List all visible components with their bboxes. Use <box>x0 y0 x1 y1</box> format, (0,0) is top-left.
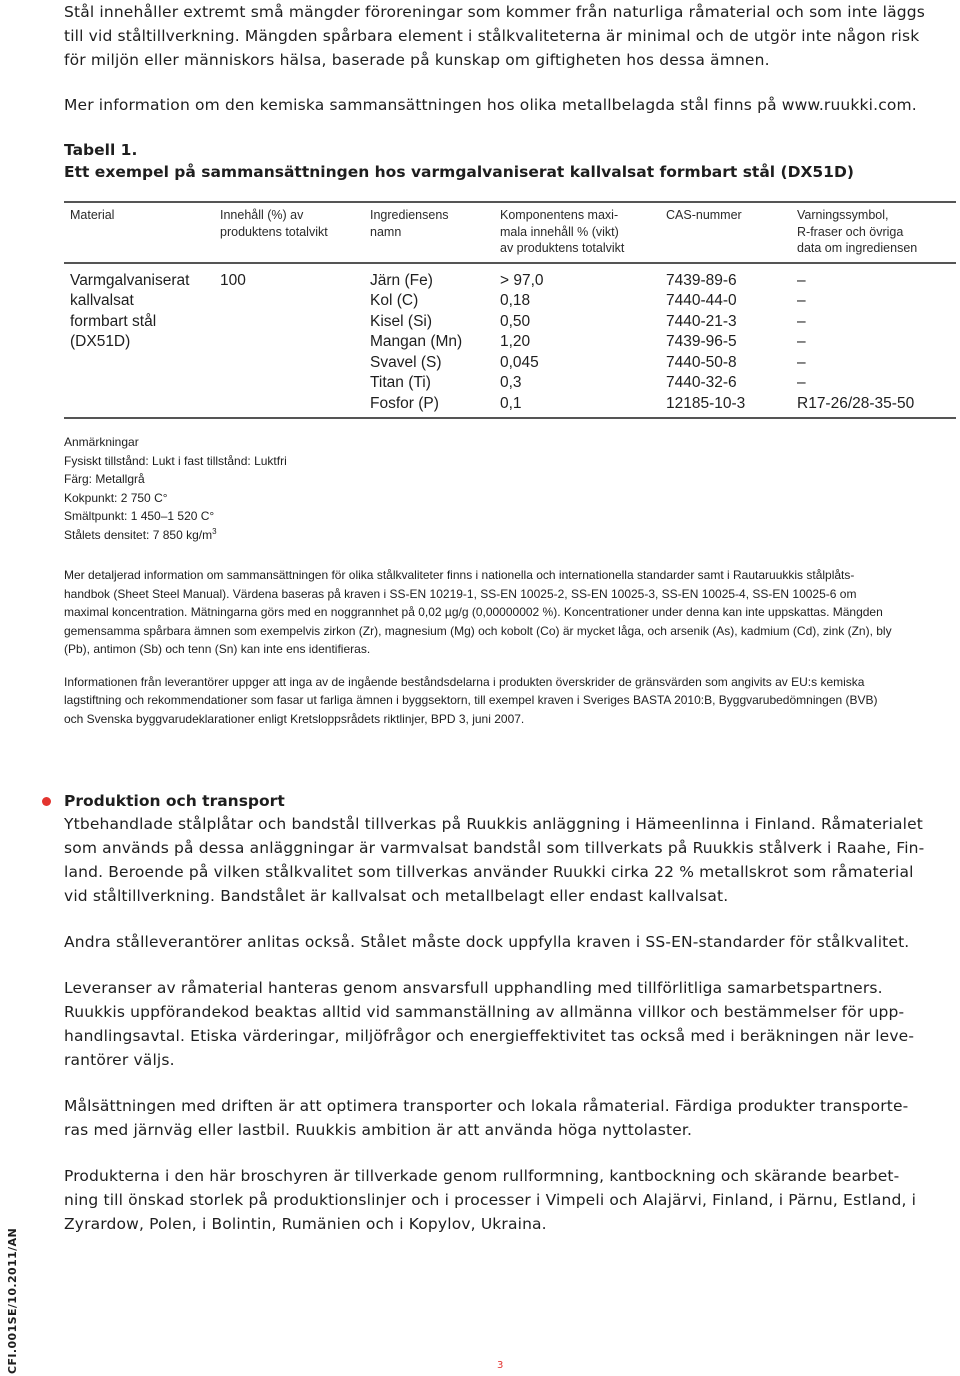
production-paragraph-3 <box>64 976 956 1072</box>
warning-value: – <box>797 353 806 371</box>
header-line: data om ingrediensen <box>797 241 918 255</box>
production-section <box>64 790 956 1236</box>
body-line: vid ståltillverkning. Bandstålet är kallvalsat och metallbelagt eller endast kallvalsat. <box>64 887 729 905</box>
ingredient-name: Kisel (Si) <box>370 312 433 330</box>
notes-density <box>64 526 956 545</box>
header-line: Ingrediensens <box>370 208 449 222</box>
body-line: Leveranser av råmaterial hanteras genom ansvarsfull upphandling med tillförlitliga samarbetspartners. <box>64 979 883 997</box>
material-line: Varmgalvaniserat <box>70 271 190 289</box>
notes-boiling: Kokpunkt: 2 750 C° <box>64 490 168 505</box>
detail-line: maximal koncentration. Mätningarna görs med en noggrannhet på 0,02 µg/g (0,00000002 %). Koncentrationer under denna kan inte uppskattas. Mängden <box>64 605 883 619</box>
header-line: mala innehåll % (vikt) <box>500 224 619 239</box>
body-line: Ruukkis uppförandekod beaktas alltid vid sammanställning av allmänna villkor och bestämmelser för upp- <box>64 1003 905 1021</box>
body-line: land. Beroende på vilken stålkvalitet som tillverkas använder Ruukki cirka 22 % metallskrot som råmaterial <box>64 863 914 881</box>
max-content-value: 0,045 <box>500 353 539 371</box>
max-content-value: 1,20 <box>500 333 531 350</box>
body-line: Målsättningen med driften är att optimera transporter och lokala råmaterial. Färdiga produkter transporte- <box>64 1097 909 1115</box>
production-paragraph-4 <box>64 1094 956 1142</box>
ingredient-name: Titan (Ti) <box>370 374 431 391</box>
header-line: Material <box>70 208 115 222</box>
cas-number: 7439-89-6 <box>666 271 737 289</box>
header-line: R-fraser och övriga <box>797 224 904 239</box>
ingredient-cell <box>364 263 494 419</box>
section-bullet-icon <box>42 797 51 806</box>
intro-paragraph <box>64 0 956 72</box>
page-body <box>64 0 956 1236</box>
ingredient-name: Järn (Fe) <box>370 271 433 289</box>
body-line: Zyrardow, Polen, i Bolintin, Rumänien och i Kopylov, Ukraina. <box>64 1215 547 1233</box>
header-ingredient <box>364 202 494 263</box>
body-line: rantörer väljs. <box>64 1051 175 1069</box>
warning-value: – <box>797 271 806 289</box>
warning-cell <box>791 263 956 419</box>
cas-number: 12185-10-3 <box>666 394 746 412</box>
detail-line: gemensamma spårbara ämnen som exempelvis zirkon (Zr), magnesium (Mg) och kobolt (Co) är mycket låga, och arsenik (As), kadmium (Cd), zink (Zn), bly <box>64 623 892 638</box>
table-row <box>64 263 956 419</box>
production-paragraph-1 <box>64 812 956 908</box>
max-content-value: 0,3 <box>500 374 522 391</box>
body-line: Andra stålleverantörer anlitas också. Stålet måste dock uppfylla kraven i SS-EN-standarder för stålkvalitet. <box>64 933 910 951</box>
warning-value: – <box>797 292 806 309</box>
detail-line: Mer detaljerad information om sammansättningen för olika stålkvaliteter finns i nationella och internationella standarder samt i Rautaruukkis stålplåts- <box>64 568 855 582</box>
header-line: produktens totalvikt <box>220 224 328 239</box>
detail-line: (Pb), antimon (Sb) och tenn (Sn) kan inte ens identifieras. <box>64 642 371 656</box>
header-line: Varningssymbol, <box>797 208 889 222</box>
detail-paragraph-1 <box>64 566 956 659</box>
material-cell <box>64 263 214 419</box>
notes-melting: Smältpunkt: 1 450–1 520 C° <box>64 509 215 523</box>
body-line: Ytbehandlade stålplåtar och bandstål tillverkas på Ruukkis anläggning i Hämeenlinna i Finland. Råmaterialet <box>64 815 924 833</box>
document-code: CFI.001SE/10.2011/AN <box>6 1227 19 1374</box>
content-cell <box>214 263 364 419</box>
cas-cell <box>660 263 791 419</box>
page-number: 3 <box>497 1360 504 1371</box>
table-caption-title: Ett exempel på sammansättningen hos varmgalvaniserat kallvalsat formbart stål (DX51D) <box>64 163 854 181</box>
warning-value: R17-26/28-35-50 <box>797 394 915 412</box>
detail-line: och Svenska byggvarudeklarationer enligt Kretsloppsrådets riktlinjer, BPD 3, juni 2007. <box>64 711 525 726</box>
cas-number: 7440-44-0 <box>666 292 737 309</box>
cas-number: 7440-32-6 <box>666 374 737 391</box>
ingredient-name: Svavel (S) <box>370 353 442 371</box>
content-value: 100 <box>220 271 246 289</box>
header-line: namn <box>370 224 402 239</box>
header-line: CAS-nummer <box>666 208 742 222</box>
intro-section <box>64 0 956 117</box>
production-paragraph-5 <box>64 1164 956 1236</box>
header-max-content <box>494 202 660 263</box>
max-content-value: 0,1 <box>500 394 522 412</box>
header-warning <box>791 202 956 263</box>
warning-value: – <box>797 374 806 391</box>
body-line: Produkterna i den här broschyren är tillverkade genom rullformning, kantbockning och skärande bearbet- <box>64 1167 900 1185</box>
header-cas <box>660 202 791 263</box>
notes-density-text: Stålets densitet: 7 850 kg/m <box>64 527 213 542</box>
cas-number: 7440-21-3 <box>666 312 737 330</box>
notes-state: Fysiskt tillstånd: Lukt i fast tillstånd: Luktfri <box>64 453 287 468</box>
material-line: kallvalsat <box>70 292 134 309</box>
max-content-value: > 97,0 <box>500 271 544 289</box>
notes-title: Anmärkningar <box>64 435 139 449</box>
more-info-text: Mer information om den kemiska sammansättningen hos olika metallbelagda stål finns på www.ruukki.com. <box>64 96 917 114</box>
header-line: Innehåll (%) av <box>220 208 304 222</box>
max-content-value: 0,50 <box>500 312 531 330</box>
material-line: formbart stål <box>70 312 157 330</box>
body-line: ras med järnväg eller lastbil. Ruukkis ambition är att använda höga nyttolaster. <box>64 1121 693 1139</box>
production-paragraph-2 <box>64 930 956 954</box>
intro-line: för miljön eller människors hälsa, baserade på kunskap om giftigheten hos dessa ämnen. <box>64 51 770 69</box>
table-caption-label: Tabell 1. <box>64 141 138 159</box>
table-caption <box>64 139 956 183</box>
header-material <box>64 202 214 263</box>
notes-color: Färg: Metallgrå <box>64 472 145 486</box>
body-line: ning till önskad storlek på produktionslinjer och i processer i Vimpeli och Alajärvi, Finland, i Pärnu, Estland, i <box>64 1191 917 1209</box>
cas-number: 7440-50-8 <box>666 353 737 371</box>
header-line: av produktens totalvikt <box>500 241 625 255</box>
warning-value: – <box>797 312 806 330</box>
detail-line: lagstiftning och rekommendationer som fasar ut farliga ämnen i byggsektorn, till exempel kraven i Sveriges BASTA 2010:B, Byggvarubedömningen (BVB) <box>64 693 878 707</box>
max-content-value: 0,18 <box>500 292 531 309</box>
material-line: (DX51D) <box>70 333 131 350</box>
header-line: Komponentens maxi- <box>500 208 619 222</box>
header-content <box>214 202 364 263</box>
composition-table <box>64 201 956 419</box>
detail-paragraph-2 <box>64 673 956 729</box>
notes-block <box>64 433 956 544</box>
detail-line: handbok (Sheet Steel Manual). Värdena baseras på kraven i SS-EN 10219-1, SS-EN 10025-2, SS-EN 10025-3, SS-EN 10025-4, SS-EN 10025-6 om <box>64 586 857 601</box>
ingredient-name: Fosfor (P) <box>370 394 439 412</box>
notes-density-sup: 3 <box>212 526 217 536</box>
body-line: som används på dessa anläggningar är varmvalsat bandstål som tillverkats på Ruukkis stålverk i Raahe, Fin- <box>64 839 925 857</box>
warning-value: – <box>797 333 806 350</box>
ingredient-name: Mangan (Mn) <box>370 333 463 350</box>
ingredient-name: Kol (C) <box>370 292 419 309</box>
intro-line: till vid ståltillverkning. Mängden spårbara element i stålkvaliteterna är minimal och de utgör inte någon risk <box>64 27 920 45</box>
max-content-cell <box>494 263 660 419</box>
section-heading: Produktion och transport <box>64 792 285 810</box>
detail-line: Informationen från leverantörer uppger att inga av de ingående beståndsdelarna i produkten överskrider de gränsvärden som angivits av EU:s kemiska <box>64 674 865 689</box>
table-header-row <box>64 202 956 263</box>
body-line: handlingsavtal. Etiska värderingar, miljöfrågor och energieffektivitet tas också med i beräkningen när leve- <box>64 1027 915 1045</box>
intro-line: Stål innehåller extremt små mängder föroreningar som kommer från naturliga råmaterial och som inte läggs <box>64 3 925 21</box>
cas-number: 7439-96-5 <box>666 333 737 350</box>
